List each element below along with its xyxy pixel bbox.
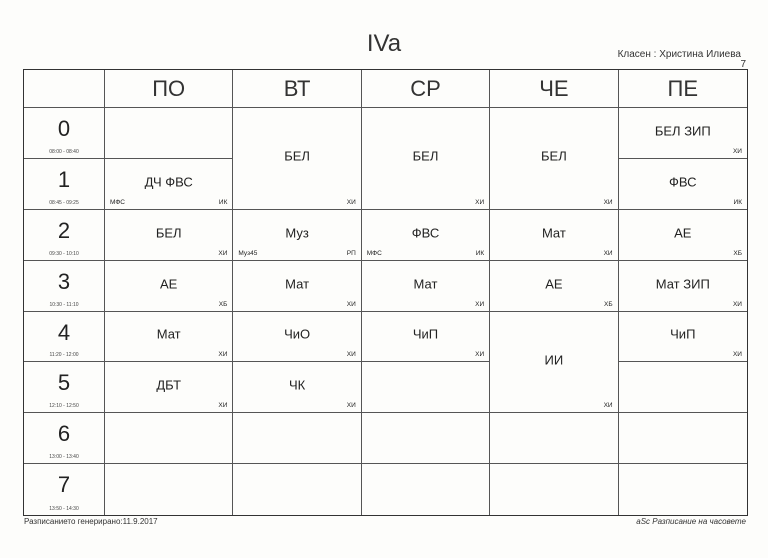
period-time: 08:45 - 09:25: [49, 199, 79, 206]
lesson-fri-4: [619, 312, 747, 363]
empty-slot: [619, 362, 747, 413]
period-time: 08:00 - 08:40: [49, 148, 79, 155]
lesson-subject: ДБТ: [156, 378, 182, 394]
lesson-subject: ДЧ ФВС: [144, 174, 193, 190]
lesson-room: ХИ: [475, 198, 485, 206]
lesson-thu-2: [490, 210, 618, 261]
lesson-room: ХИ: [603, 249, 613, 257]
empty-slot: [233, 464, 361, 515]
day-header-fri: ПЕ: [619, 70, 747, 108]
lesson-thu-4-5: [490, 312, 618, 414]
empty-slot: [105, 464, 233, 515]
period-time: 11:20 - 12:00: [49, 352, 79, 359]
period-time: 09:30 - 10:10: [49, 250, 79, 257]
period-time: 10:30 - 11:10: [49, 301, 79, 308]
lesson-tue-0-1: [233, 108, 361, 210]
software-credit: aSc Разписание на часовете: [636, 517, 746, 526]
lesson-wed-3: [362, 261, 490, 312]
lesson-fri-2: [619, 210, 747, 261]
lesson-fri-3: [619, 261, 747, 312]
lesson-room: ХИ: [603, 198, 613, 206]
empty-slot: [105, 108, 233, 159]
lesson-room: ИК: [475, 249, 485, 257]
period-number: 6: [57, 421, 71, 447]
empty-slot: [362, 413, 490, 464]
lesson-room: ХБ: [603, 300, 613, 308]
timetable-grid: [23, 69, 748, 516]
lesson-thu-3: [490, 261, 618, 312]
lesson-room: ХИ: [346, 402, 356, 410]
lesson-room: ХИ: [218, 402, 228, 410]
lesson-group: Муз45: [238, 249, 258, 257]
lesson-subject: Мат: [413, 276, 438, 292]
corner-cell: [24, 70, 105, 108]
empty-slot: [619, 464, 747, 515]
lesson-subject: Муз: [285, 225, 309, 241]
period-number: 2: [57, 217, 71, 243]
lesson-tue-3: [233, 261, 361, 312]
lesson-room: ХИ: [346, 300, 356, 308]
day-header-wed: СР: [362, 70, 490, 108]
empty-slot: [105, 413, 233, 464]
lesson-subject: ФВС: [411, 225, 440, 241]
period-1: [24, 159, 105, 210]
empty-slot: [233, 413, 361, 464]
period-3: [24, 261, 105, 312]
lesson-room: ХИ: [475, 351, 485, 359]
lesson-tue-5: [233, 362, 361, 413]
period-time: 13:00 - 13:40: [49, 454, 79, 461]
lesson-subject: ЧиО: [284, 327, 311, 343]
lesson-subject: ФВС: [669, 174, 697, 190]
empty-slot: [619, 413, 747, 464]
lesson-tue-4: [233, 312, 361, 363]
lesson-thu-0-1: [490, 108, 618, 210]
class-teacher: Класен : Христина Илиева: [617, 49, 741, 60]
lesson-mon-5: [105, 362, 233, 413]
day-header-tue: ВТ: [233, 70, 361, 108]
lesson-subject: ЧиП: [412, 327, 439, 343]
lesson-room: ХБ: [218, 300, 228, 308]
lesson-room: ХИ: [603, 402, 613, 410]
lesson-room: ИК: [733, 198, 742, 206]
lesson-mon-4: [105, 312, 233, 363]
period-number: 0: [57, 116, 71, 141]
empty-slot: [490, 413, 618, 464]
period-4: [24, 312, 105, 363]
lesson-subject: БЕЛ: [284, 149, 310, 165]
lesson-room: ХИ: [218, 351, 228, 359]
lesson-wed-4: [362, 312, 490, 363]
day-header-mon: ПО: [105, 70, 233, 108]
lesson-subject: АЕ: [160, 276, 178, 292]
period-5: [24, 362, 105, 413]
lesson-mon-1: [105, 159, 233, 210]
lesson-room: ХИ: [732, 351, 742, 359]
lesson-mon-3: [105, 261, 233, 312]
lesson-subject: ЧиП: [670, 327, 696, 343]
lesson-wed-2: [362, 210, 490, 261]
period-number: 7: [57, 472, 71, 498]
lesson-room: ИК: [218, 198, 228, 206]
period-6: [24, 413, 105, 464]
lesson-room: ХИ: [346, 198, 356, 206]
lesson-room: ХИ: [475, 300, 485, 308]
lesson-room: ХБ: [733, 249, 742, 257]
lesson-tue-2: [233, 210, 361, 261]
period-time: 12:10 - 12:50: [49, 403, 79, 410]
period-number: 1: [57, 166, 71, 192]
lesson-room: ХИ: [732, 300, 742, 308]
lesson-room: ХИ: [218, 249, 228, 257]
lesson-subject: ЧК: [288, 378, 306, 394]
lesson-group: МФС: [366, 249, 382, 257]
class-title: IVa: [366, 30, 402, 57]
period-number: 5: [57, 370, 71, 396]
lesson-subject: Мат: [541, 225, 566, 241]
lesson-subject: АЕ: [545, 276, 563, 292]
lesson-subject: Мат ЗИП: [655, 276, 710, 292]
period-number: 4: [57, 319, 71, 345]
period-time: 13:50 - 14:30: [49, 506, 79, 512]
empty-slot: [362, 464, 490, 515]
period-2: [24, 210, 105, 261]
empty-slot: [490, 464, 618, 515]
lesson-wed-0-1: [362, 108, 490, 210]
period-0: [24, 108, 105, 159]
period-7: [24, 464, 105, 515]
lesson-fri-1: [619, 159, 747, 210]
day-header-thu: ЧЕ: [490, 70, 618, 108]
lesson-subject: БЕЛ: [155, 225, 182, 241]
lesson-subject: ИИ: [544, 352, 564, 368]
lesson-room: ХИ: [732, 147, 742, 155]
lesson-room: РП: [346, 249, 356, 257]
lesson-fri-0: [619, 108, 747, 159]
lesson-subject: Мат: [156, 327, 181, 343]
period-number: 3: [57, 268, 71, 294]
lesson-mon-2: [105, 210, 233, 261]
lesson-subject: АЕ: [674, 225, 692, 241]
lesson-subject: БЕЛ: [412, 149, 439, 165]
empty-slot: [362, 362, 490, 413]
lesson-subject: БЕЛ: [541, 149, 567, 165]
lesson-subject: Мат: [285, 276, 310, 292]
lesson-group: МФС: [110, 198, 125, 206]
lesson-subject: БЕЛ ЗИП: [654, 123, 711, 139]
generated-date: Разписанието генерирано:11.9.2017: [24, 517, 158, 526]
page-number: 7: [740, 59, 746, 70]
lesson-room: ХИ: [346, 351, 356, 359]
